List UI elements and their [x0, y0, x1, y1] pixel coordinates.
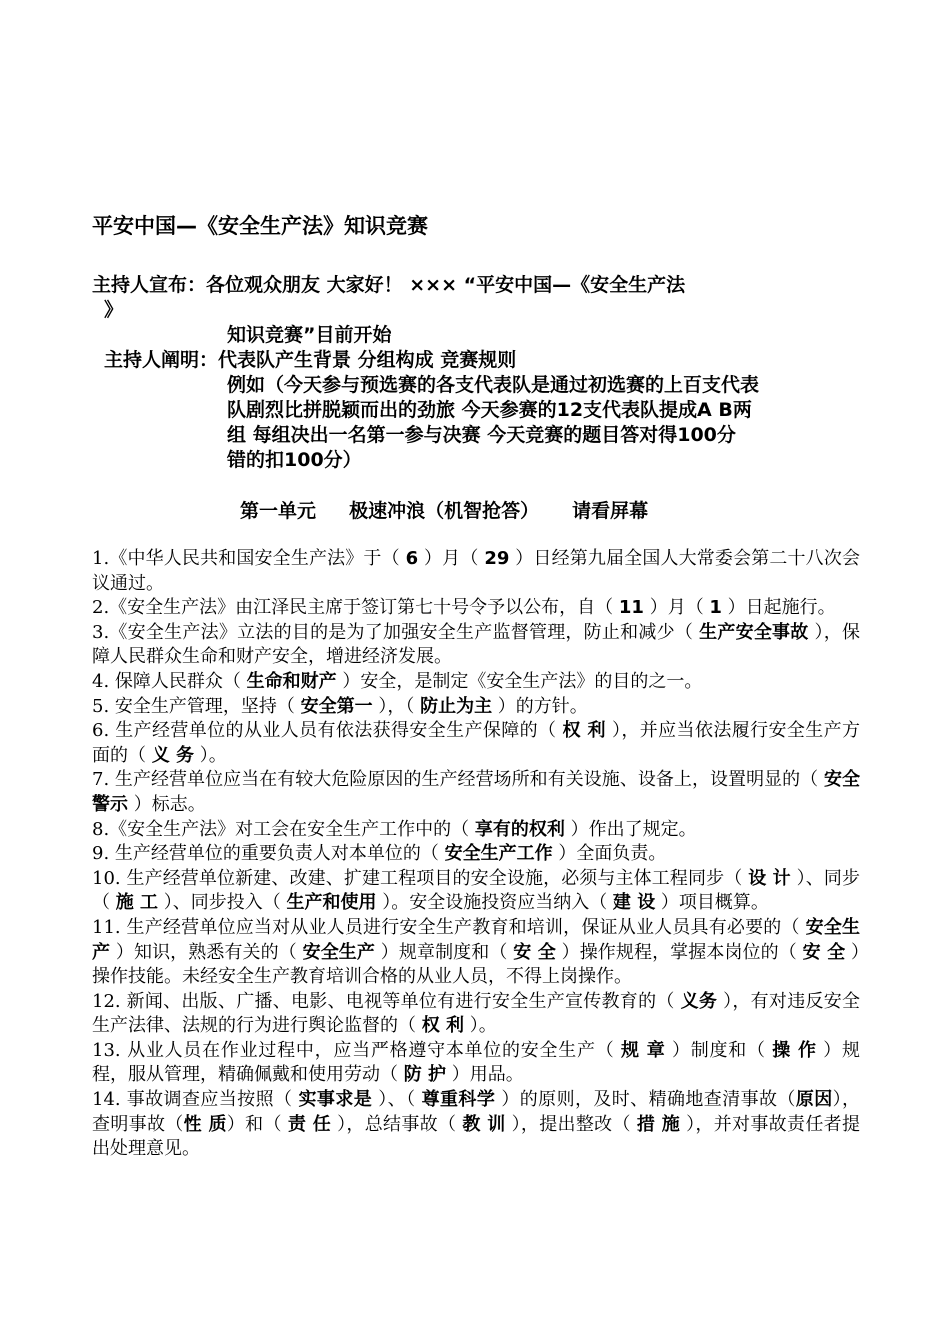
question-text: 3.《安全生产法》立法的目的是为了加强安全生产监督管理，防止和减少（ — [92, 621, 700, 643]
question-text: ）。 — [464, 1015, 497, 1037]
question-text: ）日起施行。 — [721, 597, 836, 619]
question-text: ）安全，是制定《安全生产法》的目的之一。 — [336, 670, 703, 692]
question-item — [92, 596, 860, 621]
host-example-line: 例如（今天参与预选赛的各支代表队是通过初选赛的上百支代表 — [227, 374, 760, 396]
host-announce-line: 知识竞赛”目前开始 — [227, 324, 392, 346]
question-text: ），并对事故责任者提出处理意见。 — [92, 1113, 860, 1160]
question-text: ）月（ — [418, 548, 485, 569]
answer-text: 安 全 — [513, 941, 556, 963]
host-example-line: 错的扣100分） — [227, 449, 362, 471]
question-text: ）作出了规定。 — [564, 818, 697, 840]
answer-text: 生产和使用 — [286, 892, 377, 914]
answer-text: 安全第一 — [300, 695, 373, 717]
question-item — [92, 768, 860, 817]
answer-text: 措 施 — [636, 1113, 681, 1135]
question-text: ）。 — [194, 744, 227, 766]
question-item — [92, 818, 860, 843]
question-text: ）。安全设施投资应当纳入（ — [376, 892, 613, 914]
question-text: 5. 安全生产管理，坚持（ — [92, 695, 301, 717]
question-text: ），有对违反安全生产法律、法规的行为进行舆论监督的（ — [92, 990, 860, 1037]
question-text: ），查明事故（ — [92, 1089, 861, 1135]
answer-text: 安全生产 — [92, 916, 860, 963]
question-text: ）和（ — [226, 1113, 288, 1135]
question-item — [92, 916, 860, 990]
host-announce-line: 主持人宣布：各位观众朋友 大家好！ ××× “平安中国—《安全生产法 — [92, 274, 686, 296]
answer-text: 权 利 — [562, 720, 606, 742]
answer-text: 生命和财产 — [246, 670, 337, 692]
question-text: 13. 从业人员在作业过程中，应当严格遵守本单位的安全生产（ — [92, 1039, 622, 1061]
answer-text: 权 利 — [421, 1015, 465, 1037]
question-text: 12. 新闻、出版、广播、电影、电视等单位有进行安全生产宣传教育的（ — [92, 990, 681, 1012]
answer-text: 防 护 — [403, 1064, 447, 1086]
question-text: ）的原则，及时、精确地查清事故（ — [495, 1089, 796, 1111]
answer-text: 责 任 — [287, 1113, 332, 1135]
answer-text: 施 工 — [115, 892, 159, 914]
question-text: ）规程，服从管理，精确佩戴和使用劳动（ — [92, 1039, 860, 1086]
host-section — [92, 273, 862, 473]
answer-text: 安全生产 — [302, 941, 375, 963]
question-text: 10. 生产经营单位新建、改建、扩建工程项目的安全设施，必须与主体工程同步（ — [92, 867, 749, 889]
answer-text: 6 — [405, 548, 419, 569]
question-text: ），提出整改（ — [505, 1113, 637, 1135]
question-text: ）操作技能。未经安全生产教育培训合格的从业人员，不得上岗操作。 — [92, 941, 860, 988]
question-text: ）制度和（ — [665, 1039, 773, 1061]
question-item — [92, 695, 860, 720]
question-text: 1.《中华人民共和国安全生产法》于（ — [92, 548, 406, 569]
question-text: 8.《安全生产法》对工会在安全生产工作中的（ — [92, 818, 475, 840]
answer-text: 操 作 — [772, 1039, 817, 1061]
question-item — [92, 867, 860, 916]
question-text: ）用品。 — [446, 1064, 524, 1086]
question-item — [92, 621, 860, 670]
question-text: ）、（ — [372, 1089, 422, 1111]
answer-text: 规 章 — [621, 1039, 666, 1061]
question-text: ）日经第九届全国人大常委会第二十八次会议通过。 — [92, 548, 860, 594]
question-text: ）全面负责。 — [552, 843, 667, 865]
question-item — [92, 719, 860, 768]
question-item — [92, 842, 860, 867]
host-announce-line: 》 — [104, 299, 124, 321]
question-text: ）操作规程，掌握本岗位的（ — [555, 941, 803, 963]
answer-text: 生产安全事故 — [699, 621, 809, 643]
answer-text: 安 全 — [802, 941, 846, 963]
question-text: 11. 生产经营单位应当对从业人员进行安全生产教育和培训，保证从业人员具有必要的（ — [92, 916, 806, 938]
host-explain: 主持人阐明：代表队产生背景 分组构成 竞赛规则 — [104, 349, 517, 371]
answer-text: 建 设 — [612, 892, 656, 914]
document-title: 平安中国—《安全生产法》知识竞赛 — [92, 214, 428, 238]
question-item — [92, 1088, 860, 1162]
question-text: ）标志。 — [128, 793, 206, 815]
question-text: ），保障人民群众生命和财产安全，增进经济发展。 — [92, 621, 860, 668]
question-text: ）规章制度和（ — [375, 941, 514, 963]
answer-text: 安全警示 — [92, 769, 861, 815]
question-text: 14. 事故调查应当按照（ — [92, 1089, 299, 1111]
question-text: ），并应当依法履行安全生产方面的（ — [92, 720, 860, 766]
answer-text: 教 训 — [462, 1113, 506, 1135]
question-text: ）的方针。 — [492, 695, 588, 717]
question-item — [92, 1039, 860, 1088]
question-text: ）知识，熟悉有关的（ — [110, 941, 303, 963]
question-item — [92, 990, 860, 1039]
answer-text: 尊重科学 — [421, 1089, 496, 1111]
answer-text: 1 — [709, 597, 722, 619]
question-text: ），总结事故（ — [331, 1113, 463, 1135]
question-text: 6. 生产经营单位的从业人员有依法获得安全生产保障的（ — [92, 720, 563, 742]
answer-text: 实事求是 — [298, 1089, 373, 1111]
answer-text: 义务 — [680, 990, 718, 1012]
question-text: 7. 生产经营单位应当在有较大危险原因的生产经营场所和有关设施、设备上，设置明显的（ — [92, 769, 824, 791]
question-list — [92, 547, 860, 1162]
answer-text: 11 — [618, 597, 644, 619]
answer-text: 义 务 — [151, 744, 195, 766]
answer-text: 29 — [484, 548, 510, 569]
answer-text: 享有的权利 — [474, 818, 565, 840]
question-text: ）项目概算。 — [655, 892, 769, 914]
answer-text: 安全生产工作 — [444, 843, 553, 865]
answer-text: 性 质 — [183, 1113, 227, 1135]
question-item — [92, 670, 860, 695]
unit-heading: 第一单元 极速冲浪（机智抢答） 请看屏幕 — [240, 500, 649, 522]
question-text: ）月（ — [643, 597, 710, 619]
answer-text: 设 计 — [748, 867, 791, 889]
question-text: ）、同步（ — [92, 867, 860, 914]
answer-text: 原因 — [795, 1089, 833, 1111]
question-text: ），（ — [372, 695, 421, 717]
question-text: 9. 生产经营单位的重要负责人对本单位的（ — [92, 843, 445, 865]
question-item — [92, 547, 860, 596]
question-text: 2.《安全生产法》由江泽民主席于签订第七十号令予以公布，自（ — [92, 597, 619, 619]
answer-text: 防止为主 — [420, 695, 493, 717]
host-example-line: 组 每组决出一名第一参与决赛 今天竞赛的题目答对得100分 — [227, 424, 736, 446]
question-text: 4. 保障人民群众（ — [92, 670, 247, 692]
host-example-line: 队剧烈比拼脱颖而出的劲旅 今天参赛的12支代表队提成A B两 — [227, 399, 752, 421]
question-text: ）、同步投入（ — [158, 892, 287, 914]
